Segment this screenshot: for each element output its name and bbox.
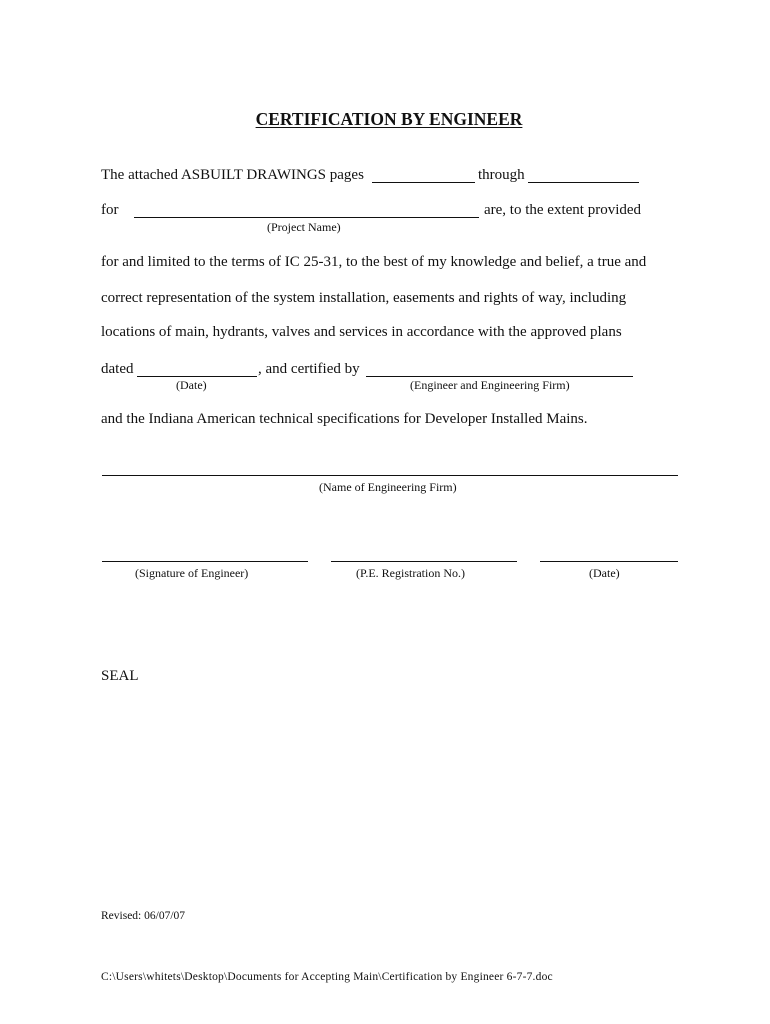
asbuilt-pages-label: The attached ASBUILT DRAWINGS pages	[101, 167, 364, 183]
engineering-firm-caption: (Name of Engineering Firm)	[319, 480, 457, 494]
date-blank[interactable]	[137, 376, 257, 377]
file-path: C:\Users\whitets\Desktop\Documents for Accepting Main\Certification by Engineer 6-7-7.doc	[101, 971, 553, 983]
project-name-caption: (Project Name)	[267, 220, 341, 234]
paragraph-line-1: for and limited to the terms of IC 25-31, to the best of my knowledge and belief, a true and	[101, 254, 647, 270]
certified-by-label: , and certified by	[258, 361, 360, 377]
signature-date-blank[interactable]	[540, 561, 678, 562]
start-page-blank[interactable]	[372, 182, 475, 183]
registration-blank[interactable]	[331, 561, 517, 562]
for-label: for	[101, 202, 119, 218]
signature-caption: (Signature of Engineer)	[135, 566, 249, 580]
document-title: CERTIFICATION BY ENGINEER	[255, 109, 523, 129]
revised-date: Revised: 06/07/07	[101, 910, 186, 922]
seal-label: SEAL	[101, 668, 139, 684]
engineering-firm-name-blank[interactable]	[102, 475, 678, 476]
through-label: through	[478, 167, 525, 183]
dated-label: dated	[101, 361, 134, 377]
paragraph-line-2: correct representation of the system installation, easements and rights of way, including	[101, 290, 627, 306]
paragraph-line-3: locations of main, hydrants, valves and services in accordance with the approved plans	[101, 324, 622, 340]
specifications-line: and the Indiana American technical specifications for Developer Installed Mains.	[101, 411, 588, 427]
date-caption: (Date)	[176, 378, 207, 392]
signature-date-caption: (Date)	[589, 566, 620, 580]
end-page-blank[interactable]	[528, 182, 639, 183]
extent-provided-text: are, to the extent provided	[484, 202, 642, 218]
engineer-firm-blank[interactable]	[366, 376, 633, 377]
signature-blank[interactable]	[102, 561, 308, 562]
project-name-blank[interactable]	[134, 217, 479, 218]
registration-caption: (P.E. Registration No.)	[356, 566, 465, 580]
engineer-firm-caption: (Engineer and Engineering Firm)	[410, 378, 570, 392]
